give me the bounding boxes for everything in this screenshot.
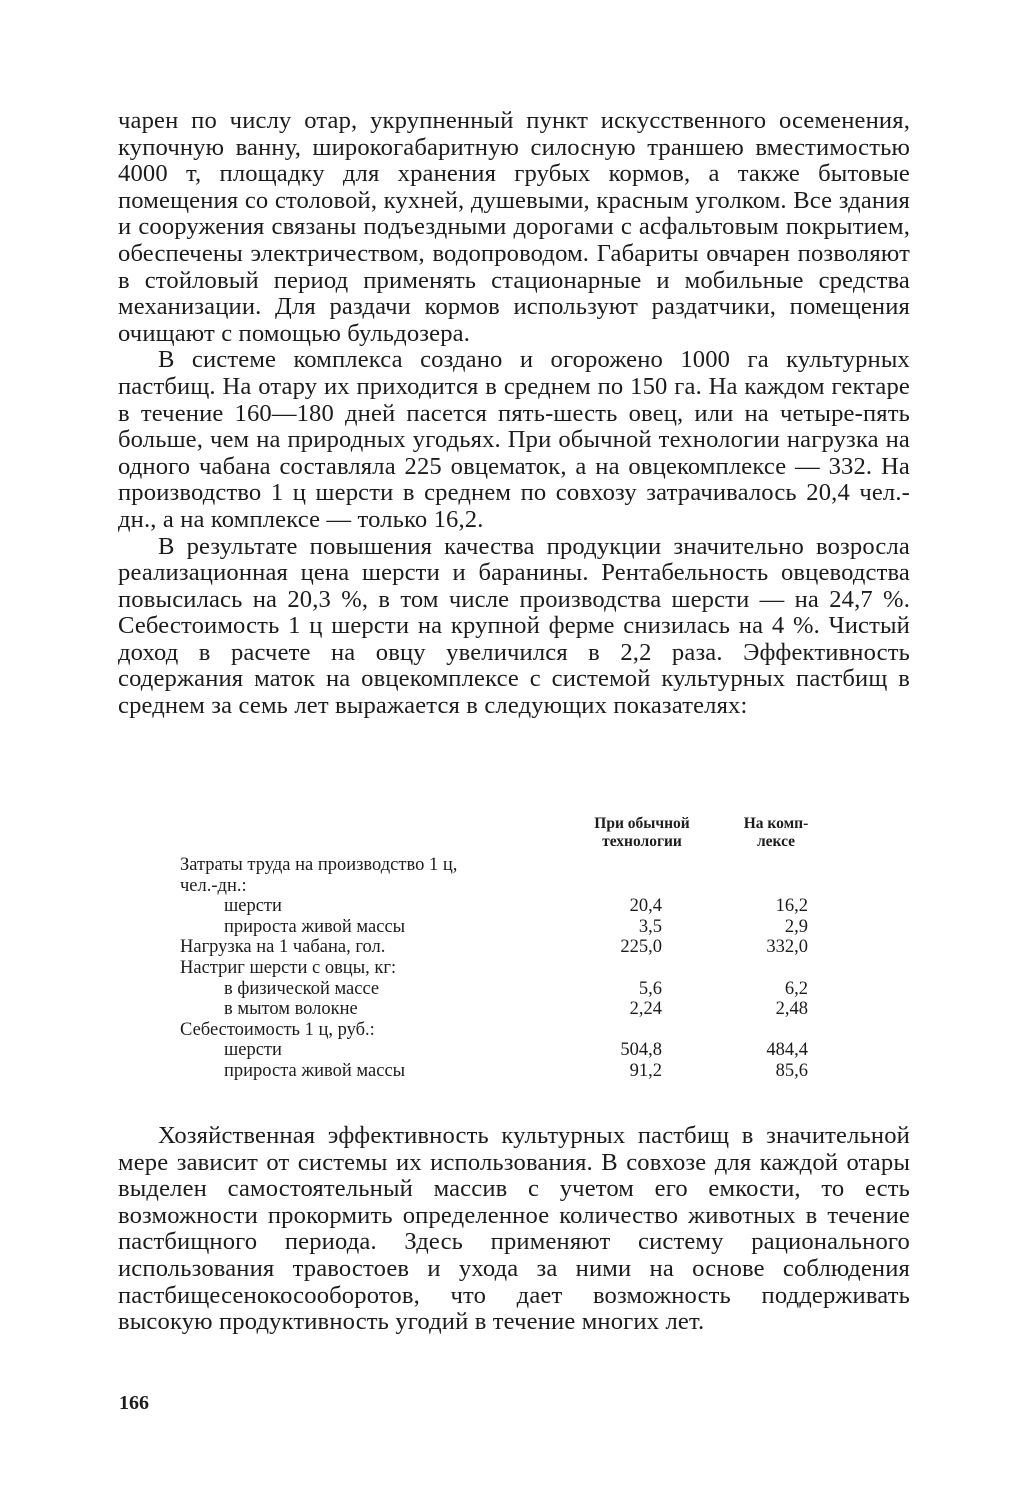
table-row xyxy=(180,999,840,1020)
col-header-regular-line2: технологии xyxy=(602,833,682,850)
value-complex: 85,6 xyxy=(775,1060,808,1081)
table-row xyxy=(180,1061,840,1082)
value-complex: 2,9 xyxy=(784,916,808,937)
row-label: шерсти xyxy=(224,896,282,917)
value-regular: 225,0 xyxy=(620,937,662,958)
table-row xyxy=(180,1040,840,1061)
table-row xyxy=(180,979,840,1000)
value-complex: 2,48 xyxy=(775,999,808,1020)
row-label: прироста живой массы xyxy=(224,1060,406,1081)
indicators-table xyxy=(180,815,840,1082)
table-row xyxy=(180,937,840,958)
col-header-regular-technology xyxy=(578,815,706,851)
value-complex: 332,0 xyxy=(766,937,808,958)
value-regular: 91,2 xyxy=(629,1060,662,1081)
row-label: чел.-дн.: xyxy=(180,875,247,896)
row-label: в мытом волокне xyxy=(224,999,358,1020)
page-number: 166 xyxy=(119,1392,149,1414)
table-row xyxy=(180,1020,840,1041)
value-regular: 3,5 xyxy=(638,916,662,937)
table-row xyxy=(180,958,840,979)
col-header-complex-line2: лексе xyxy=(756,833,796,850)
value-regular: 20,4 xyxy=(629,896,662,917)
table-row xyxy=(180,855,840,876)
row-label: Нагрузка на 1 чабана, гол. xyxy=(180,937,386,958)
row-label: Себестоимость 1 ц, руб.: xyxy=(180,1019,375,1040)
col-header-regular-line1: При обычной xyxy=(594,815,690,832)
row-label: в физической массе xyxy=(224,978,380,999)
table-row xyxy=(180,917,840,938)
col-header-complex-line1: На комп- xyxy=(743,815,809,832)
paragraph-2: В системе комплекса создано и огорожено 1000 га культурных пастбищ. На отару их приходится в среднем по 150 га. На каждом гектаре в течение 160—180 дней пасется пять-шесть овец, или на четыре-пять больше, чем на природных угодьях. При обычной технологии нагрузка на одного чабана составляла 225 овцематок, а на овцекомплексе — 332. На производство 1 ц шерсти в среднем по совхозу затрачивалось 20,4 чел.-дн., а на комплексе — только 16,2. xyxy=(118,346,910,533)
value-complex: 16,2 xyxy=(775,896,808,917)
page-body-after-table xyxy=(118,1123,910,1336)
value-regular: 504,8 xyxy=(620,1040,662,1061)
row-label: прироста живой массы xyxy=(224,916,406,937)
value-complex: 6,2 xyxy=(784,978,808,999)
paragraph-3: В результате повышения качества продукции значительно возросла реализационная цена шерсти и баранины. Рентабельность овцеводства повысилась на 20,3 %, в том числе производства шерсти — на 24,7 %. Себестоимость 1 ц шерсти на крупной ферме снизилась на 4 %. Чистый доход в расчете на овцу увеличился в 2,2 раза. Эффективность содержания маток на овцекомплексе с системой культурных пастбищ в среднем за семь лет выражается в следующих показателях: xyxy=(118,532,910,720)
table-header xyxy=(180,815,840,855)
table-row xyxy=(180,896,840,917)
value-complex: 484,4 xyxy=(766,1040,808,1061)
table-row xyxy=(180,876,840,897)
value-regular: 5,6 xyxy=(638,978,662,999)
value-regular: 2,24 xyxy=(629,999,662,1020)
row-label: Затраты труда на производство 1 ц, xyxy=(180,855,458,875)
row-label: шерсти xyxy=(224,1040,282,1061)
paragraph-1: чарен по числу отар, укрупненный пункт искусственного осеменения, купочную ванну, широкогабаритную силосную траншею вместимостью 4000 т, площадку для хранения грубых кормов, а также бытовые помещения со столовой, кухней, душевыми, красным уголком. Все здания и сооружения связаны подъездными дорогами с асфальтовым покрытием, обеспечены электричеством, водопроводом. Габариты овчарен позволяют в стойловый период применять стационарные и мобильные средства механизации. Для раздачи кормов используют раздатчики, помещения очищают с помощью бульдозера. xyxy=(118,107,910,347)
page-body xyxy=(118,108,910,720)
paragraph-4: Хозяйственная эффективность культурных пастбищ в значительной мере зависит от системы их использования. В совхозе для каждой отары выделен самостоятельный массив с учетом его емкости, то есть возможности прокормить определенное количество животных в течение пастбищного периода. Здесь применяют систему рационального использования травостоев и ухода за ними на основе соблюдения пастбищесенокосооборотов, что дает возможность поддерживать высокую продуктивность угодий в течение многих лет. xyxy=(118,1122,910,1336)
row-label: Настриг шерсти с овцы, кг: xyxy=(180,957,397,978)
col-header-complex xyxy=(726,815,826,851)
